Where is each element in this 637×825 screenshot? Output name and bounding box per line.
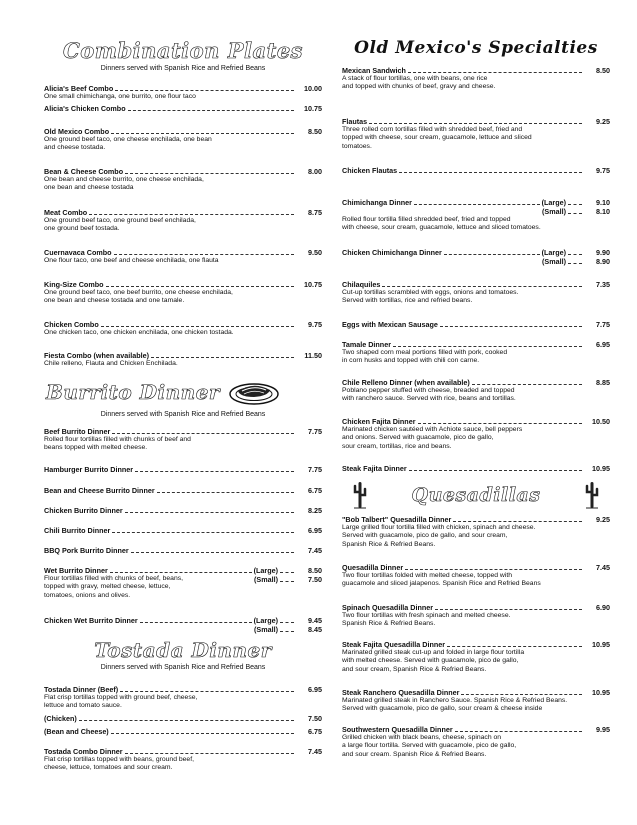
item-name: Steak Ranchero Quesadilla Dinner bbox=[342, 688, 460, 697]
item-name: Mexican Sandwich bbox=[342, 66, 406, 75]
item-price: 6.90 bbox=[596, 603, 610, 612]
menu-item bbox=[44, 104, 322, 113]
menu-item bbox=[342, 378, 610, 404]
item-price: 10.75 bbox=[304, 104, 322, 113]
item-name: Wet Burrito Dinner bbox=[44, 566, 108, 575]
menu-item bbox=[342, 640, 610, 674]
item-name: BBQ Pork Burrito Dinner bbox=[44, 546, 129, 555]
menu-item bbox=[342, 417, 610, 451]
menu-item bbox=[342, 198, 610, 233]
item-name: Flautas bbox=[342, 117, 368, 126]
leader-dots bbox=[114, 248, 294, 255]
item-price: 9.25 bbox=[596, 515, 610, 524]
item-description: Flat crisp tortillas topped with beans, ground beef, cheese, lettuce, tomatoes and sour cream. bbox=[44, 756, 194, 772]
item-price: 8.00 bbox=[308, 167, 322, 176]
item-description: One flour taco, one beef and cheese enchilada, one flauta bbox=[44, 257, 219, 264]
leader-dots bbox=[280, 625, 294, 632]
item-name: Chile Relleno Dinner (when available) bbox=[342, 378, 470, 387]
menu-item bbox=[342, 320, 610, 329]
item-description: Three rolled corn tortillas filled with shredded beef, fried and topped with cheese, sour cream, guacamole, lettuce and sliced tomatoes. bbox=[342, 126, 532, 150]
menu-item bbox=[44, 427, 322, 453]
item-price: 7.50 bbox=[308, 575, 322, 584]
tostada-subtitle: Dinners served with Spanish Rice and Refried Beans bbox=[100, 664, 266, 671]
item-name: Tostada Dinner (Beef) bbox=[44, 685, 119, 694]
leader-dots bbox=[101, 320, 294, 327]
leader-dots bbox=[120, 685, 294, 692]
menu-item bbox=[44, 546, 322, 555]
item-name: Spinach Quesadilla Dinner bbox=[342, 603, 434, 612]
item-price: 8.45 bbox=[308, 625, 322, 634]
menu-item bbox=[44, 465, 322, 474]
item-price: 10.95 bbox=[592, 688, 610, 697]
item-description: Flat crisp tortillas topped with ground beef, cheese, lettuce and tomato sauce. bbox=[44, 694, 198, 710]
item-price: 7.35 bbox=[596, 280, 610, 289]
menu-item bbox=[342, 166, 610, 175]
item-name: Chicken Burrito Dinner bbox=[44, 506, 123, 515]
menu-item bbox=[342, 464, 610, 473]
item-name: Cuernavaca Combo bbox=[44, 248, 112, 257]
item-price: 8.50 bbox=[308, 127, 322, 136]
item-description: Marinated grilled steak cut-up and folded in large flour tortilla with melted cheese. Served with guacamole, pico de gallo, and sour cream, Spanish Rice & Refried Beans. bbox=[342, 649, 525, 673]
leader-dots bbox=[455, 725, 582, 732]
item-name: Quesadilla Dinner bbox=[342, 563, 404, 572]
item-description: One ground beef taco, one beef burrito, one cheese enchilada, one bean and cheese tostada and one tamale. bbox=[44, 289, 233, 305]
quesadillas-title: Quesadillas bbox=[411, 483, 541, 506]
item-price: 8.75 bbox=[308, 208, 322, 217]
leader-dots bbox=[453, 515, 582, 522]
leader-dots bbox=[280, 566, 294, 573]
leader-dots bbox=[89, 208, 294, 215]
leader-dots bbox=[447, 640, 582, 647]
item-description: Cut-up tortillas scrambled with eggs, onions and tomatoes. Served with tortillas, rice and refried beans. bbox=[342, 289, 519, 305]
item-description: Grilled chicken with black beans, cheese, spinach on a large flour tortilla. Served with guacamole, pico de gallo, and sour cream. Spanish Rice & Refried Beans. bbox=[342, 734, 517, 758]
item-description: Marinated grilled steak in Ranchero Sauce. Spanish Rice & Refried Beans. Served with guacamole, pico de gallo, sour cream & cheese inside bbox=[342, 697, 568, 713]
item-name: Meat Combo bbox=[44, 208, 88, 217]
item-name: Tostada Combo Dinner bbox=[44, 747, 123, 756]
tostada-title: Tostada Dinner bbox=[94, 638, 272, 662]
item-description: Marinated chicken sautéed with Achiote sauce, bell peppers and onions. Served with guacamole, pico de gallo, sour cream, tortillas, rice and beans. bbox=[342, 426, 523, 450]
menu-item bbox=[44, 727, 322, 736]
menu-item bbox=[44, 127, 322, 153]
item-description: Flour tortillas filled with chunks of beef, beans, topped with gravy, melted cheese, lettuce, tomatoes, onions and olives. bbox=[44, 575, 184, 599]
burrito-title: Burrito Dinner bbox=[46, 380, 220, 404]
leader-dots bbox=[393, 340, 582, 347]
item-name: Chili Burrito Dinner bbox=[44, 526, 111, 535]
item-description: Large grilled flour tortilla filled with chicken, spinach and cheese. Served with guacamole, pico de gallo, and sour cream, Spanish Rice & Refried Beans. bbox=[342, 524, 536, 548]
leader-dots bbox=[444, 248, 540, 255]
item-name: Beef Burrito Dinner bbox=[44, 427, 111, 436]
leader-dots bbox=[440, 320, 582, 327]
menu-item bbox=[342, 603, 610, 629]
menu-item bbox=[44, 616, 322, 634]
menu-item bbox=[44, 566, 322, 600]
burrito-section-header bbox=[44, 378, 322, 419]
item-name: Chicken Fajita Dinner bbox=[342, 417, 416, 426]
item-price: 8.10 bbox=[596, 207, 610, 216]
menu-item bbox=[44, 208, 322, 234]
item-price: 8.90 bbox=[596, 257, 610, 266]
item-name: Chimichanga Dinner bbox=[342, 198, 412, 207]
item-name: Alicia's Chicken Combo bbox=[44, 104, 126, 113]
menu-item bbox=[44, 248, 322, 265]
menu-item bbox=[342, 66, 610, 92]
item-price: 10.75 bbox=[304, 280, 322, 289]
leader-dots bbox=[280, 575, 294, 582]
combination-title: Combination Plates bbox=[63, 38, 303, 63]
leader-dots bbox=[106, 280, 295, 287]
leader-dots bbox=[115, 84, 294, 91]
item-description: Two flour tortillas with fresh spinach and melted cheese. Spanish Rice & Refried Beans. bbox=[342, 612, 511, 628]
item-price: 8.85 bbox=[596, 378, 610, 387]
item-price: 9.95 bbox=[596, 725, 610, 734]
leader-dots bbox=[568, 207, 582, 214]
size-label: (Large) bbox=[541, 198, 566, 207]
leader-dots bbox=[568, 198, 582, 205]
leader-dots bbox=[382, 280, 582, 287]
menu-item bbox=[44, 506, 322, 515]
item-description: Two shaped corn meal portions filled with pork, cooked in corn husks and topped with chili con carne. bbox=[342, 349, 508, 365]
size-label: (Large) bbox=[541, 248, 566, 257]
cactus-icon bbox=[352, 480, 368, 510]
leader-dots bbox=[110, 566, 252, 573]
menu-item bbox=[44, 486, 322, 495]
item-description: A stack of flour tortillas, one with beans, one rice and topped with chunks of beef, gravy and cheese. bbox=[342, 75, 496, 91]
size-label: (Small) bbox=[542, 257, 566, 266]
item-name: Old Mexico Combo bbox=[44, 127, 110, 136]
menu-item bbox=[342, 688, 610, 714]
quesadillas-section-header bbox=[342, 480, 610, 510]
item-name: Chicken Flautas bbox=[342, 166, 398, 175]
menu-item bbox=[44, 280, 322, 306]
item-price: 9.75 bbox=[596, 166, 610, 175]
menu-item bbox=[342, 515, 610, 549]
menu-item bbox=[342, 117, 610, 151]
item-price: 7.45 bbox=[308, 546, 322, 555]
leader-dots bbox=[140, 616, 252, 623]
leader-dots bbox=[151, 351, 294, 358]
leader-dots bbox=[112, 526, 294, 533]
item-price: 8.25 bbox=[308, 506, 322, 515]
item-price: 8.50 bbox=[596, 66, 610, 75]
item-price: 10.00 bbox=[304, 84, 322, 93]
item-name: Eggs with Mexican Sausage bbox=[342, 320, 438, 329]
item-description: One bean and cheese burrito, one cheese enchilada, one bean and cheese tostada bbox=[44, 176, 204, 192]
leader-dots bbox=[399, 166, 582, 173]
item-description: One small chimichanga, one burrito, one flour taco bbox=[44, 93, 196, 100]
leader-dots bbox=[79, 714, 294, 721]
leader-dots bbox=[408, 66, 582, 73]
item-name: Bean & Cheese Combo bbox=[44, 167, 124, 176]
item-name: Chicken Combo bbox=[44, 320, 99, 329]
leader-dots bbox=[461, 688, 582, 695]
cactus-icon bbox=[584, 480, 600, 510]
menu-item bbox=[342, 280, 610, 306]
menu-item bbox=[44, 351, 322, 368]
leader-dots bbox=[135, 465, 294, 472]
menu-item bbox=[44, 747, 322, 773]
size-label: (Large) bbox=[253, 566, 278, 575]
item-description: One chicken taco, one chicken enchilada, one chicken tostada. bbox=[44, 329, 234, 336]
menu-item bbox=[342, 563, 610, 589]
item-name: Chicken Wet Burrito Dinner bbox=[44, 616, 138, 625]
menu-item bbox=[44, 167, 322, 193]
leader-dots bbox=[125, 747, 294, 754]
item-name: (Bean and Cheese) bbox=[44, 727, 109, 736]
leader-dots bbox=[157, 486, 294, 493]
item-price: 6.75 bbox=[308, 727, 322, 736]
item-description: One ground beef taco, one ground beef enchilada, one ground beef tostada. bbox=[44, 217, 196, 233]
item-price: 9.90 bbox=[596, 248, 610, 257]
item-name: Hamburger Burrito Dinner bbox=[44, 465, 134, 474]
leader-dots bbox=[472, 378, 582, 385]
item-name: Steak Fajita Dinner bbox=[342, 464, 407, 473]
menu-item bbox=[342, 248, 610, 266]
item-price: 9.45 bbox=[308, 616, 322, 625]
leader-dots bbox=[112, 427, 294, 434]
item-description: Poblano pepper stuffed with cheese, breaded and topped with ranchero sauce. Served with rice, beans and tortillas. bbox=[342, 387, 516, 403]
item-name: King-Size Combo bbox=[44, 280, 104, 289]
item-description: Rolled flour tortillas filled with chunks of beef and beans topped with melted cheese. bbox=[44, 436, 191, 452]
leader-dots bbox=[111, 727, 294, 734]
item-name: Tamale Dinner bbox=[342, 340, 391, 349]
item-price: 7.75 bbox=[308, 427, 322, 436]
specialties-section-header bbox=[342, 40, 610, 57]
item-price: 6.95 bbox=[308, 526, 322, 535]
menu-item bbox=[342, 340, 610, 366]
leader-dots bbox=[405, 563, 582, 570]
tostada-section-header bbox=[44, 640, 322, 672]
item-price: 7.75 bbox=[308, 465, 322, 474]
item-price: 7.45 bbox=[596, 563, 610, 572]
item-price: 9.25 bbox=[596, 117, 610, 126]
item-price: 9.50 bbox=[308, 248, 322, 257]
item-name: Alicia's Beef Combo bbox=[44, 84, 114, 93]
item-price: 8.50 bbox=[308, 566, 322, 575]
item-price: 7.50 bbox=[308, 714, 322, 723]
menu-item bbox=[44, 320, 322, 337]
size-label: (Small) bbox=[254, 625, 278, 634]
menu-item bbox=[44, 526, 322, 535]
item-name: (Chicken) bbox=[44, 714, 77, 723]
item-name: Southwestern Quesadilla Dinner bbox=[342, 725, 453, 734]
item-name: Chicken Chimichanga Dinner bbox=[342, 248, 442, 257]
item-name: Fiesta Combo (when available) bbox=[44, 351, 150, 360]
leader-dots bbox=[418, 417, 583, 424]
item-price: 6.95 bbox=[308, 685, 322, 694]
leader-dots bbox=[568, 257, 582, 264]
size-label: (Large) bbox=[253, 616, 278, 625]
combination-subtitle: Dinners served with Spanish Rice and Refried Beans bbox=[100, 65, 266, 72]
item-name: "Bob Talbert" Quesadilla Dinner bbox=[342, 515, 452, 524]
item-description: One ground beef taco, one cheese enchilada, one bean and cheese tostada. bbox=[44, 136, 212, 152]
item-name: Bean and Cheese Burrito Dinner bbox=[44, 486, 155, 495]
leader-dots bbox=[409, 464, 582, 471]
menu-item bbox=[44, 685, 322, 711]
leader-dots bbox=[369, 117, 582, 124]
item-name: Chilaquiles bbox=[342, 280, 381, 289]
item-price: 11.50 bbox=[304, 351, 322, 360]
leader-dots bbox=[435, 603, 582, 610]
item-description: Chile relleno, Flauta and Chicken Enchilada. bbox=[44, 360, 178, 367]
item-price: 6.95 bbox=[596, 340, 610, 349]
leader-dots bbox=[111, 127, 294, 134]
leader-dots bbox=[280, 616, 294, 623]
leader-dots bbox=[414, 198, 540, 205]
item-price: 7.75 bbox=[596, 320, 610, 329]
leader-dots bbox=[125, 167, 294, 174]
size-label: (Small) bbox=[542, 207, 566, 216]
item-price: 10.95 bbox=[592, 464, 610, 473]
menu-item bbox=[44, 84, 322, 101]
leader-dots bbox=[131, 546, 294, 553]
item-price: 10.50 bbox=[592, 417, 610, 426]
item-price: 6.75 bbox=[308, 486, 322, 495]
leader-dots bbox=[568, 248, 582, 255]
item-description: Two flour tortillas folded with melted cheese, topped with guacamole and sliced jalapenos. Spanish Rice and Refried Beans bbox=[342, 572, 541, 588]
specialties-title: Old Mexico's Specialties bbox=[354, 38, 598, 58]
combination-section-header bbox=[44, 40, 322, 73]
item-name: Steak Fajita Quesadilla Dinner bbox=[342, 640, 446, 649]
item-price: 9.10 bbox=[596, 198, 610, 207]
item-price: 10.95 bbox=[592, 640, 610, 649]
item-price: 7.45 bbox=[308, 747, 322, 756]
burrito-subtitle: Dinners served with Spanish Rice and Refried Beans bbox=[100, 411, 266, 418]
size-label: (Small) bbox=[254, 575, 278, 584]
menu-item bbox=[44, 714, 322, 723]
item-description: Rolled flour tortilla filled shredded beef, fried and topped with cheese, sour cream, guacamole, lettuce and sliced tomatoes. bbox=[342, 216, 541, 232]
leader-dots bbox=[128, 104, 294, 111]
burrito-plate-icon bbox=[228, 378, 280, 406]
menu-item bbox=[342, 725, 610, 759]
item-price: 9.75 bbox=[308, 320, 322, 329]
leader-dots bbox=[125, 506, 294, 513]
